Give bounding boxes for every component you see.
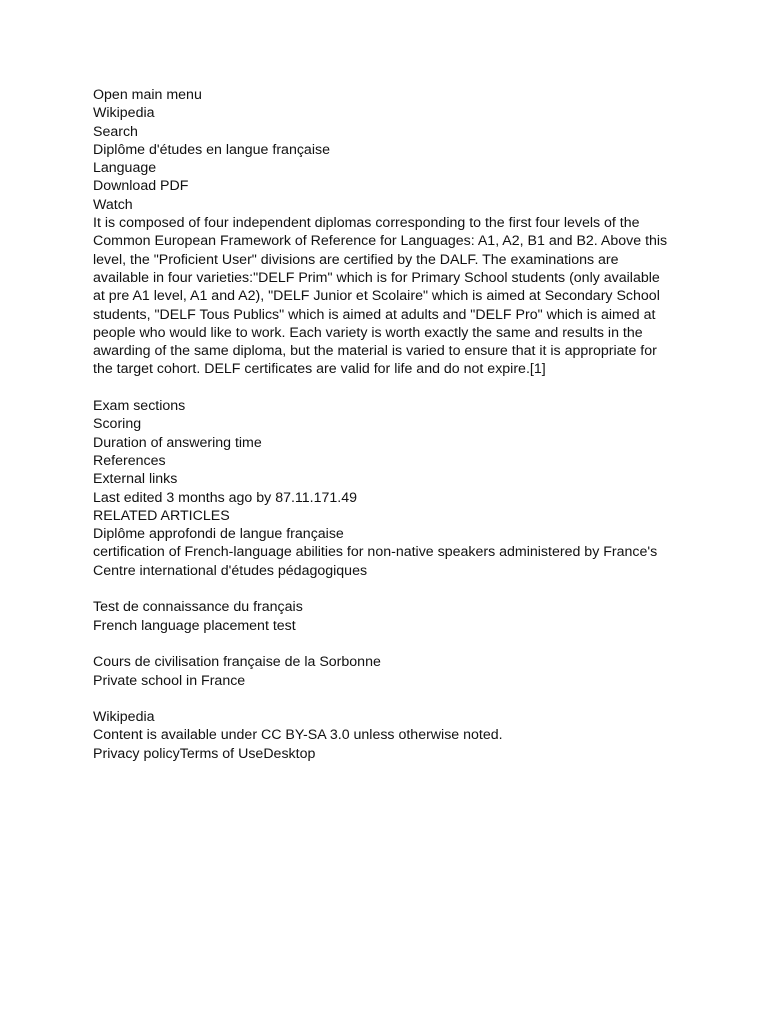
download-pdf-button[interactable]: Download PDF	[93, 178, 189, 195]
page-title: Diplôme d'études en langue française	[93, 141, 330, 158]
spacer	[93, 379, 668, 397]
related-article-title[interactable]: Test de connaissance du français	[93, 599, 303, 616]
section-heading-scoring[interactable]: Scoring	[93, 416, 142, 433]
desktop-link[interactable]: Desktop	[263, 745, 316, 762]
open-main-menu-button[interactable]: Open main menu	[93, 87, 202, 103]
related-article-description: French language placement test	[93, 617, 296, 634]
section-heading-references[interactable]: References	[93, 452, 166, 469]
terms-of-use-link[interactable]: Terms of Use	[179, 745, 264, 762]
related-article-description: certification of French-language abilities for non-native speakers administered by France's Centre international d'études pédagogiques	[93, 544, 658, 579]
spacer	[93, 635, 668, 653]
spacer	[93, 580, 668, 598]
search-button[interactable]: Search	[93, 123, 138, 140]
language-button[interactable]: Language	[93, 160, 157, 177]
footer-site-name: Wikipedia	[93, 709, 155, 726]
section-heading-external-links[interactable]: External links	[93, 471, 178, 488]
site-logo-link[interactable]: Wikipedia	[93, 105, 155, 122]
page-content	[93, 86, 668, 763]
related-articles-heading: RELATED ARTICLES	[93, 507, 230, 524]
related-article-title[interactable]: Diplôme approfondi de langue française	[93, 526, 344, 543]
related-article-title[interactable]: Cours de civilisation française de la Sorbonne	[93, 654, 381, 671]
section-heading-duration[interactable]: Duration of answering time	[93, 434, 262, 451]
article-intro: It is composed of four independent diplomas corresponding to the first four levels of the Common European Framework of Reference for Languages: A1, A2, B1 and B2. Above this level, the "Proficient User" divisions are certified by the DALF. The examinations are available in four varieties:"DELF Prim" which is for Primary School students (only available at pre A1 level, A1 and A2), "DELF Junior et Scolaire" which is aimed at Secondary School students, "DELF Tous Publics" which is aimed at adults and "DELF Pro" which is aimed at people who would like to work. Each variety is worth exactly the same and results in the awarding of the same diploma, but the material is varied to ensure that it is appropriate for the target cohort. DELF certificates are valid for life and do not expire.[1]	[93, 215, 668, 378]
footer-links	[93, 745, 668, 763]
related-article-description: Private school in France	[93, 672, 246, 689]
last-edited-link[interactable]: Last edited 3 months ago by 87.11.171.49	[93, 489, 357, 506]
watch-button[interactable]: Watch	[93, 196, 133, 213]
license-text: Content is available under CC BY-SA 3.0 unless otherwise noted.	[93, 727, 503, 744]
spacer	[93, 690, 668, 708]
section-heading-exam-sections[interactable]: Exam sections	[93, 398, 186, 415]
privacy-policy-link[interactable]: Privacy policy	[93, 745, 180, 762]
